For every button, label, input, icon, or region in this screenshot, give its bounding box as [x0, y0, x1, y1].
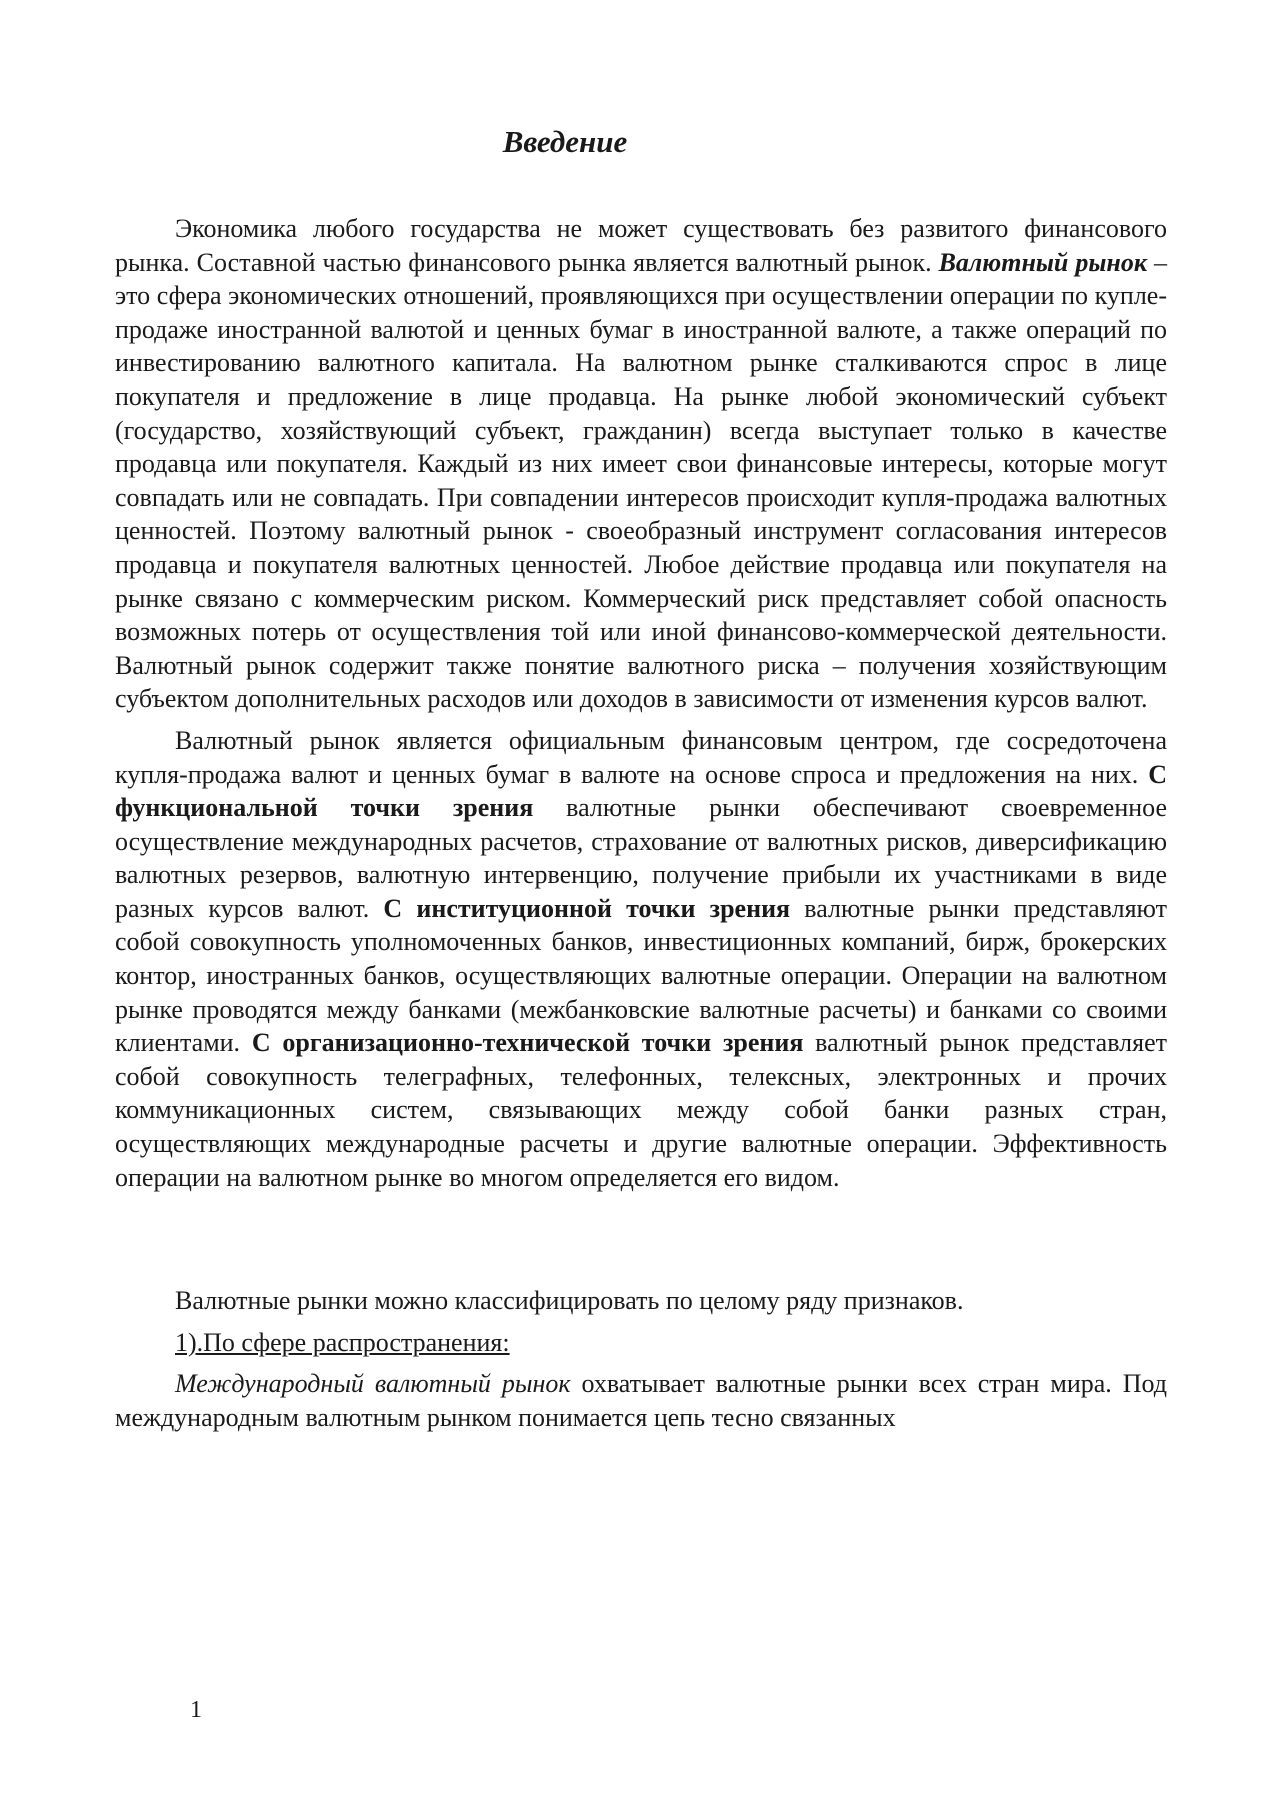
paragraph-text: валютные рынки обеспечивают своевременное осуществление международных расчетов, страхование от валютных рисков, диверсификацию валютных резервов, валютную интервенцию, получение прибыли их участниками в виде разных курсов валют. [115, 793, 1168, 923]
bold-technical-view: С организационно-технической точки зрения [251, 1028, 804, 1058]
bold-functional-view: С функциональной точки зрения [115, 759, 1167, 823]
term-international-market: Международный валютный рынок [175, 1369, 571, 1399]
paragraph-text: охватывает валютные рынки всех стран мира. Под международным валютным рынком понимается цепь тесно связанных [115, 1369, 1167, 1432]
document-title: Введение [502, 124, 628, 159]
paragraph-classification: Валютные рынки можно классифицировать по целому ряду признаков. [175, 1286, 964, 1316]
term-currency-market: Валютный рынок [938, 247, 1148, 277]
paragraph-text: валютный рынок представляет собой совокупность телеграфных, телефонных, телексных, электронных и прочих коммуникационных систем, связывающих между собой банки разных стран, осуществляющих международные расчеты и другие валютные операции. Эффективность операции на валютном рынке во многом определяется его видом. [115, 1028, 1167, 1192]
paragraph-text: Валютный рынок является официальным финансовым центром, где сосредоточена купля-продажа валют и ценных бумаг в валюте на основе спроса и предложения на них. [115, 725, 1167, 789]
paragraph-functions [115, 724, 1167, 1194]
paragraph-intro [115, 212, 1167, 716]
paragraph-text: – это сфера экономических отношений, проявляющихся при осуществлении операции по купле-продаже иностранной валютой и ценных бумаг в иностранной валюте, а также операций по инвестированию валютного капитала. На валютном рынке сталкиваются спрос в лице покупателя и предложение в лице продавца. На рынке любой экономический субъект (государство, хозяйствующий субъект, гражданин) всегда выступает только в качестве продавца или покупателя. Каждый из них имеет свои финансовые интересы, которые могут совпадать или не совпадать. При совпадении интересов происходит купля-продажа валютных ценностей. Поэтому валютный рынок - своеобразный инструмент согласования интересов продавца и покупателя валютных ценностей. Любое действие продавца или покупателя на рынке связано с коммерческим риском. Коммерческий риск представляет собой опасность возможных потерь от осуществления той или иной финансово-коммерческой деятельности. Валютный рынок содержит также понятие валютного риска – получения хозяйствующим субъектом дополнительных расходов или доходов в зависимости от изменения курсов валют. [115, 247, 1167, 714]
spacer [115, 1194, 1167, 1284]
underlined-heading: 1).По сфере распространения: [175, 1327, 510, 1357]
paragraph-text: Экономика любого государства не может существовать без развитого финансового рынка. Составной частью финансового рынка является валютный рынок. [115, 214, 1167, 277]
paragraph-heading-sphere [115, 1326, 1167, 1360]
paragraph-international [115, 1367, 1167, 1434]
paragraph-text: валютные рынки представляют собой совокупность уполномоченных банков, инвестиционных компаний, бирж, брокерских контор, иностранных банков, осуществляющих валютные операции. Операции на валютном рынке проводятся между банками (межбанковские валютные расчеты) и банками со своими клиентами. [115, 893, 1167, 1058]
bold-institutional-view: С институционной точки зрения [383, 893, 791, 923]
page-number: 1 [190, 1697, 202, 1723]
document-body [115, 212, 1167, 1435]
